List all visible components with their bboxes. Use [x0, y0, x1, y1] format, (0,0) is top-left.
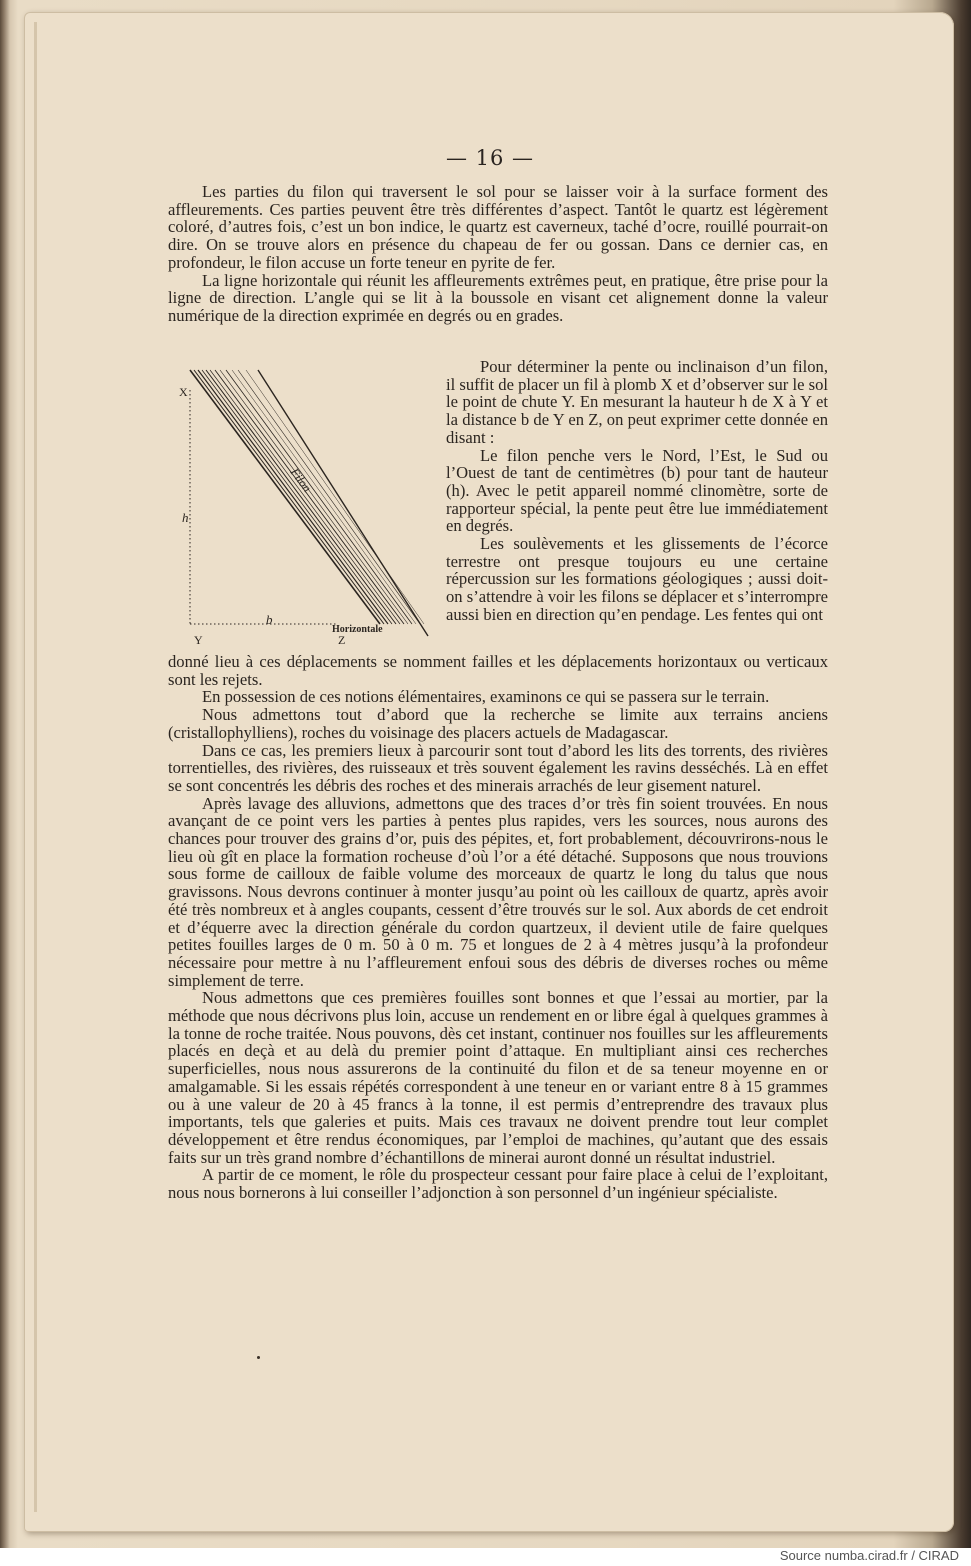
paragraph: Les soulèvements et les glissements de l’écorce terrestre ont presque toujours eu une certaine répercussion sur les formations géologiques ; aussi doit-on s’attendre à voir les filons se déplacer et s’interrompre aussi bien en direction qu’en pendage. Les fentes qui ont [446, 534, 828, 624]
vein-dip-diagram [166, 360, 436, 652]
paragraph: Pour déterminer la pente ou inclinaison d’un filon, il suffit de placer un fil à plomb X et d’observer sur le sol le point de chute Y. En mesurant la hauteur h de X à Y et la distance b de Y en Z, on peut exprimer cette donnée en disant : [446, 357, 828, 447]
paragraph: Dans ce cas, les premiers lieux à parcourir sont tout d’abord les lits des torrents, des rivières torrentielles, des rivières, des ruisseaux et très souvent également les ravins desséchés. Là en effet se sont concentrés les débris des roches et des minerais arrachés de leur gisement naturel. [168, 740, 828, 795]
paragraph: Nous admettons tout d’abord que la recherche se limite aux terrains anciens (cristallophylliens), roches du voisinage des placers actuels de Madagascar. [168, 705, 828, 742]
label-h: h [182, 510, 189, 525]
vein-dip-svg [166, 360, 436, 652]
page-number: — 16 — [445, 146, 535, 170]
ink-speck [257, 1356, 260, 1359]
label-filon: Filon [287, 465, 315, 495]
paragraph: Les parties du filon qui traversent le sol pour se laisser voir à la surface forment des affleurements. Ces parties peuvent être très différentes d’aspect. Tantôt le quartz est légèrement coloré, d’autres fois, c’est un bon indice, le quartz est caverneux, taché d’ocre, rouillé pourrait-on dire. On se trouve alors en présence du chapeau de fer ou gossan. Dans ce dernier cas, en profondeur, le filon accuse un forte teneur en pyrite de fer. [168, 182, 828, 272]
paragraph: donné lieu à ces déplacements se nomment failles et les déplacements horizontaux ou verticaux sont les rejets. [168, 652, 828, 689]
label-horizontale: Horizontale [332, 624, 383, 635]
label-y: Y [194, 633, 203, 647]
label-z: Z [338, 633, 346, 647]
label-b: b [266, 612, 273, 627]
page-edge [34, 22, 37, 1512]
label-x: X [179, 385, 188, 399]
paragraph: Le filon penche vers le Nord, l’Est, le Sud ou l’Ouest de tant de centimètres (b) pour tant de hauteur (h). Avec le petit appareil nommé clinomètre, sorte de rapporteur spécial, la pente peut être lue immédiatement en degrés. [446, 445, 828, 536]
text-block-top [168, 183, 828, 325]
paragraph: A partir de ce moment, le rôle du prospecteur cessant pour faire place à celui de l’exploitant, nous nous bornerons à lui conseiller l’adjonction à son personnel d’un ingénieur spécialiste. [168, 1165, 828, 1203]
paragraph: Après lavage des alluvions, admettons que des traces d’or très fin soient trouvées. En nous avançant de ce point vers les parties à pentes plus rapides, vers les sources, nous aurons des chances pour trouver des grains d’or, puis des pépites, et, fort probablement, découvrirons-nous le lieu où gît en place la formation rocheuse d’où l’or a été détaché. Supposons que nous trouvions sous forme de cailloux de faible volume des morceaux de quartz le long du talus que nous gravissons. Nous devrons continuer à monter jusqu’au point où les cailloux de quartz, après avoir été très nombreux et à angles coupants, cessent d’être trouvés sur le sol. Aux abords de cet endroit et d’équerre avec la direction générale du cordon quartzeux, il devient utile de faire quelques petites fouilles larges de 0 m. 50 à 0 m. 75 et longues de 2 à 4 mètres jusqu’à la profondeur nécessaire pour mettre à nu l’affleurement enfoui sous des débris de diverses roches ou même simplement de terre. [168, 793, 828, 990]
text-block-right [446, 358, 828, 624]
paragraph: La ligne horizontale qui réunit les affleurements extrêmes peut, en pratique, être prise pour la ligne de direction. L’angle qui se lit à la boussole en visant cet alignement donne la valeur numérique de la direction exprimée en degrés ou en grades. [168, 270, 828, 325]
source-footer: Source numba.cirad.fr / CIRAD [779, 1548, 959, 1563]
vein-band [190, 370, 428, 636]
text-block-bottom [168, 653, 828, 1202]
paragraph: En possession de ces notions élémentaires, examinons ce qui se passera sur le terrain. [202, 687, 770, 707]
paragraph: Nous admettons que ces premières fouilles sont bonnes et que l’essai au mortier, par la méthode que nous décrivons plus loin, accuse un rendement en or libre égal à quelques grammes à la tonne de roche traitée. Nous pouvons, dès cet instant, continuer nos fouilles sur les affleurements placés en deçà et au delà du premier point d’attaque. En multipliant ainsi ces recherches superficielles, nous nous assurerons de la continuité du filon et de sa teneur moyenne en or amalgamable. Si les essais répétés correspondent à une teneur en or variant entre 8 à 15 grammes ou à une valeur de 20 à 45 francs à la tonne, il est permis d’entreprendre des travaux plus importants, tels que galeries et puits. Mais ces travaux ne doivent prendre tout leur complet développement et être rendus économiques, par l’emploi de machines, qu’autant que des essais faits sur un très grand nombre d’échantillons de minerai auront donné un résultat industriel. [168, 988, 828, 1167]
